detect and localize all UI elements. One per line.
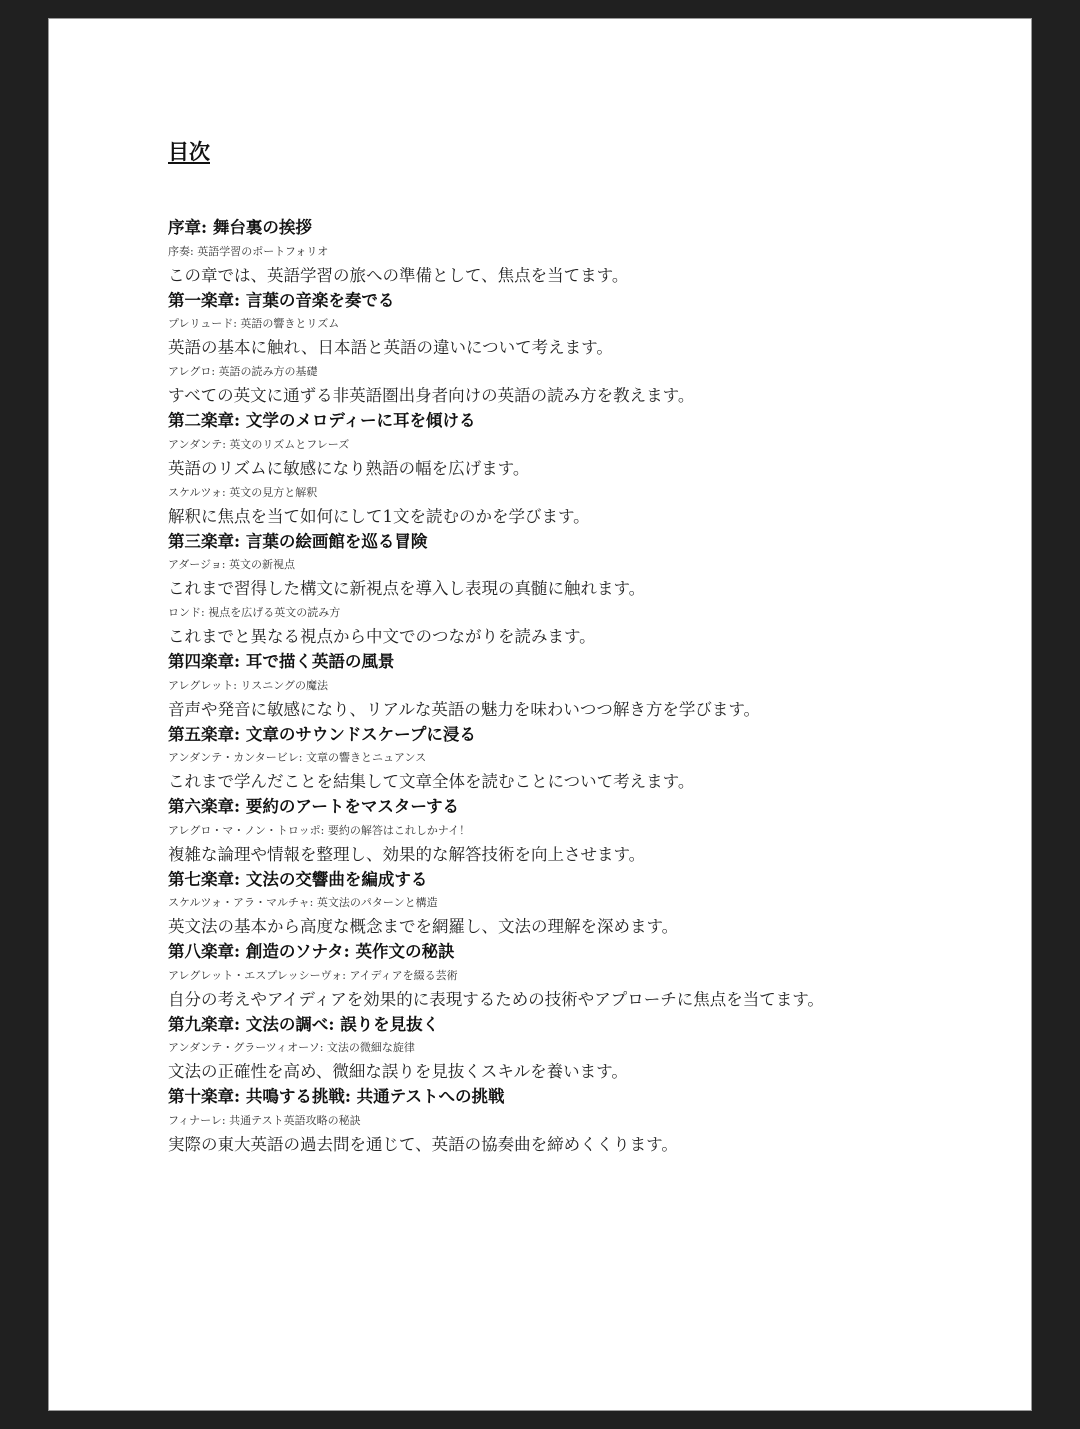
chapter-heading: 第六楽章: 要約のアートをマスターする — [168, 797, 460, 816]
chapter-heading: 第五楽章: 文章のサウンドスケープに浸る — [168, 724, 476, 744]
toc-chapter — [168, 216, 988, 289]
toc-chapter — [168, 723, 988, 796]
toc-chapter — [168, 289, 988, 410]
section-title: アレグロ・マ・ノン・トロッポ: 要約の解答はこれしかナイ！ — [168, 823, 471, 837]
section-description: 英語の基本に触れ、日本語と英語の違いについて考えます。 — [168, 338, 613, 357]
section-description: 音声や発音に敏感になり、リアルな英語の魅力を味わいつつ解き方を学びます。 — [168, 699, 761, 719]
chapter-heading: 第二楽章: 文学のメロディーに耳を傾ける — [168, 411, 476, 430]
section-description: 解釈に焦点を当て如何にして1文を読むのかを学びます。 — [168, 506, 590, 526]
section-title: ロンド: 視点を広げる英文の読み方 — [168, 606, 341, 619]
section-description: 文法の正確性を高め、微細な誤りを見抜くスキルを養います。 — [168, 1062, 628, 1081]
section-title: プレリュード: 英語の響きとリズム — [168, 317, 340, 330]
section-description: 英文法の基本から高度な概念までを網羅し、文法の理解を深めます。 — [168, 917, 679, 936]
chapter-heading: 第八楽章: 創造のソナタ: 英作文の秘訣 — [168, 942, 455, 961]
chapter-heading: 序章: 舞台裏の挨拶 — [168, 218, 312, 237]
toc-chapter — [168, 868, 988, 941]
section-title: アンダンテ・グラーツィオーソ: 文法の微細な旋律 — [168, 1041, 415, 1054]
section-title: 序奏: 英語学習のポートフォリオ — [168, 244, 329, 258]
document-page — [48, 18, 1032, 1411]
section-description: これまで習得した構文に新視点を導入し表現の真髄に触れます。 — [168, 579, 646, 598]
section-title: スケルツォ: 英文の見方と解釈 — [168, 485, 318, 499]
section-title: アレグレット: リスニングの魔法 — [168, 678, 328, 692]
toc-chapter — [168, 650, 988, 723]
section-description: 英語のリズムに敏感になり熟語の幅を広げます。 — [168, 458, 530, 478]
toc-chapter — [168, 1085, 988, 1158]
chapter-heading: 第七楽章: 文法の交響曲を編成する — [168, 869, 428, 889]
section-title: アレグレット・エスプレッシーヴォ: アイディアを綴る芸術 — [168, 968, 458, 982]
section-description: これまで学んだことを結集して文章全体を読むことについて考えます。 — [168, 772, 695, 791]
toc-list — [168, 216, 988, 1158]
chapter-heading: 第四楽章: 耳で描く英語の風景 — [168, 652, 395, 671]
chapter-heading: 第十楽章: 共鳴する挑戦: 共通テストへの挑戦 — [168, 1087, 505, 1106]
section-description: これまでと異なる視点から中文でのつながりを読みます。 — [168, 627, 596, 646]
toc-chapter — [168, 940, 988, 1013]
section-title: アンダンテ: 英文のリズムとフレーズ — [168, 437, 350, 451]
chapter-heading: 第三楽章: 言葉の絵画館を巡る冒険 — [168, 531, 428, 551]
toc-chapter — [168, 530, 988, 651]
section-title: アンダンテ・カンタービレ: 文章の響きとニュアンス — [168, 751, 427, 764]
section-title: スケルツォ・アラ・マルチャ: 英文法のパターンと構造 — [168, 896, 438, 909]
toc-title: 目次 — [168, 139, 210, 164]
toc-chapter — [168, 409, 988, 530]
chapter-heading: 第九楽章: 文法の調べ: 誤りを見抜く — [168, 1014, 440, 1034]
page-content — [168, 137, 988, 1158]
toc-chapter — [168, 1013, 988, 1086]
section-description: すべての英文に通ずる非英語圏出身者向けの英語の読み方を教えます。 — [168, 386, 695, 405]
toc-chapter — [168, 795, 988, 868]
section-description: 複雑な論理や情報を整理し、効果的な解答技術を向上させます。 — [168, 844, 646, 864]
section-description: 実際の東大英語の過去問を通じて、英語の協奏曲を締めくくります。 — [168, 1134, 678, 1154]
section-description: 自分の考えやアイディアを効果的に表現するための技術やアプローチに焦点を当てます。 — [168, 989, 824, 1009]
section-title: フィナーレ: 共通テスト英語攻略の秘訣 — [168, 1113, 361, 1127]
section-title: アダージョ: 英文の新視点 — [168, 558, 295, 571]
chapter-heading: 第一楽章: 言葉の音楽を奏でる — [168, 290, 395, 310]
section-title: アレグロ: 英語の読み方の基礎 — [168, 365, 318, 378]
section-description: この章では、英語学習の旅への準備として、焦点を当てます。 — [168, 265, 629, 285]
